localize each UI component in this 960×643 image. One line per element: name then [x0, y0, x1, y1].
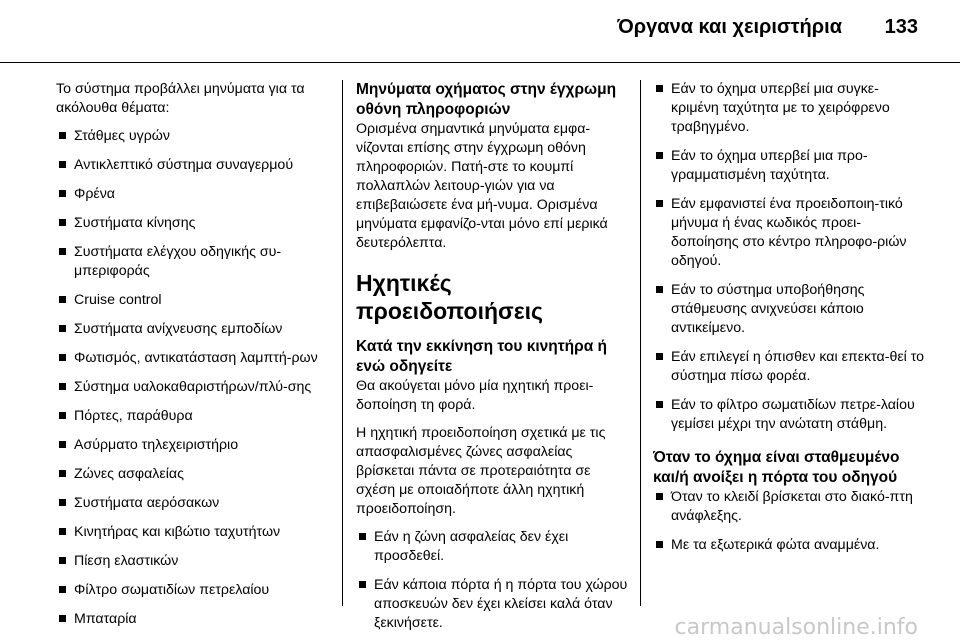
topic-list [56, 127, 328, 629]
list-item: Εάν το φίλτρο σωματιδίων πετρε-λαίου γεμίσει μέχρι την ανώτατη στάθμη. [653, 396, 925, 434]
list-item: Όταν το κλειδί βρίσκεται στο διακό-πτη ανάφλεξης. [653, 488, 925, 526]
list-item: Μπαταρία [56, 610, 328, 629]
list-item: Εάν το σύστημα υποβοήθησης στάθμευσης ανιχνεύσει κάποιο αντικείμενο. [653, 281, 925, 338]
list-item: Εάν η ζώνη ασφαλείας δεν έχει προσδεθεί. [356, 528, 628, 566]
list-item: Κινητήρας και κιβώτιο ταχυτήτων [56, 523, 328, 542]
list-item: Συστήματα κίνησης [56, 214, 328, 233]
list-item: Εάν το όχημα υπερβεί μια προ-γραμματισμένη ταχύτητα. [653, 147, 925, 185]
list-item: Συστήματα ανίχνευσης εμποδίων [56, 320, 328, 339]
list-item: Συστήματα ελέγχου οδηγικής συ-μπεριφοράς [56, 243, 328, 281]
list-item: Φωτισμός, αντικατάσταση λαμπτή-ρων [56, 349, 328, 368]
paragraph: Η ηχητική προειδοποίηση σχετικά με τις απασφαλισμένες ζώνες ασφαλείας βρίσκεται πάντα σε προτεραιότητα σε σχέση με οποιαδήποτε άλλη ηχητική προειδοποίηση. [356, 425, 606, 517]
condition-list [356, 528, 628, 633]
list-item: Εάν επιλεγεί η όπισθεν και επεκτα-θεί το σύστημα πίσω φορέα. [653, 348, 925, 386]
list-item: Πόρτες, παράθυρα [56, 407, 328, 426]
column-divider [342, 80, 343, 606]
column-divider [640, 80, 641, 606]
list-item: Αντικλεπτικό σύστημα συναγερμού [56, 156, 328, 175]
list-item: Σύστημα υαλοκαθαριστήρων/πλύ-σης [56, 378, 328, 397]
page-number: 133 [884, 16, 918, 38]
list-item: Cruise control [56, 291, 328, 310]
page-title: Όργανα και χειριστήρια [617, 16, 842, 38]
list-item: Ασύρματο τηλεχειριστήριο [56, 436, 328, 455]
column-1 [56, 80, 328, 639]
list-item: Πίεση ελαστικών [56, 552, 328, 571]
list-item: Εάν το όχημα υπερβεί μια συγκε-κριμένη ταχύτητα με το χειρόφρενο τραβηγμένο. [653, 80, 925, 137]
page-header [0, 0, 960, 63]
list-item: Ζώνες ασφαλείας [56, 465, 328, 484]
column-3 [653, 80, 925, 565]
chapter-heading: Ηχητικές προειδοποιήσεις [356, 270, 544, 324]
condition-list [653, 80, 925, 434]
list-item: Με τα εξωτερικά φώτα αναμμένα. [653, 536, 925, 555]
list-item: Συστήματα αερόσακων [56, 494, 328, 513]
list-item: Εάν εμφανιστεί ένα προειδοποιη-τικό μήνυμα ή ένας κωδικός προει-δοποίησης στο κέντρο πληροφο-ριών οδηγού. [653, 195, 925, 271]
list-item: Εάν κάποια πόρτα ή η πόρτα του χώρου αποσκευών δεν έχει κλείσει καλά όταν ξεκινήσετε. [356, 576, 628, 633]
intro-text: Το σύστημα προβάλλει μηνύματα για τα ακόλουθα θέματα: [56, 81, 305, 116]
list-item: Στάθμες υγρών [56, 127, 328, 146]
list-item: Φρένα [56, 185, 328, 204]
list-item: Φίλτρο σωματιδίων πετρελαίου [56, 581, 328, 600]
section-heading: Μηνύματα οχήματος στην έγχρωμη οθόνη πληροφοριών [356, 81, 617, 118]
section-heading: Όταν το όχημα είναι σταθμευμένο και/ή ανοίξει η πόρτα του οδηγού [653, 449, 900, 486]
paragraph: Ορισμένα σημαντικά μηνύματα εμφα-νίζονται επίσης στην έγχρωμη οθόνη πληροφοριών. Πατή-στε το κουμπί πολλαπλών λειτουρ-γιών για να επιβεβαιώσετε ένα μή-νυμα. Ορισμένα μηνύματα εμφανίζο-νται μόνο επί μερικά δευτερόλεπτα. [356, 121, 608, 251]
column-2 [356, 80, 628, 643]
watermark: carmanualsonline.info [674, 615, 918, 640]
condition-list [653, 488, 925, 555]
section-heading: Κατά την εκκίνηση του κινητήρα ή ενώ οδηγείτε [356, 338, 608, 375]
paragraph: Θα ακούγεται μόνο μία ηχητική προει-δοποίηση τη φορά. [356, 378, 594, 413]
